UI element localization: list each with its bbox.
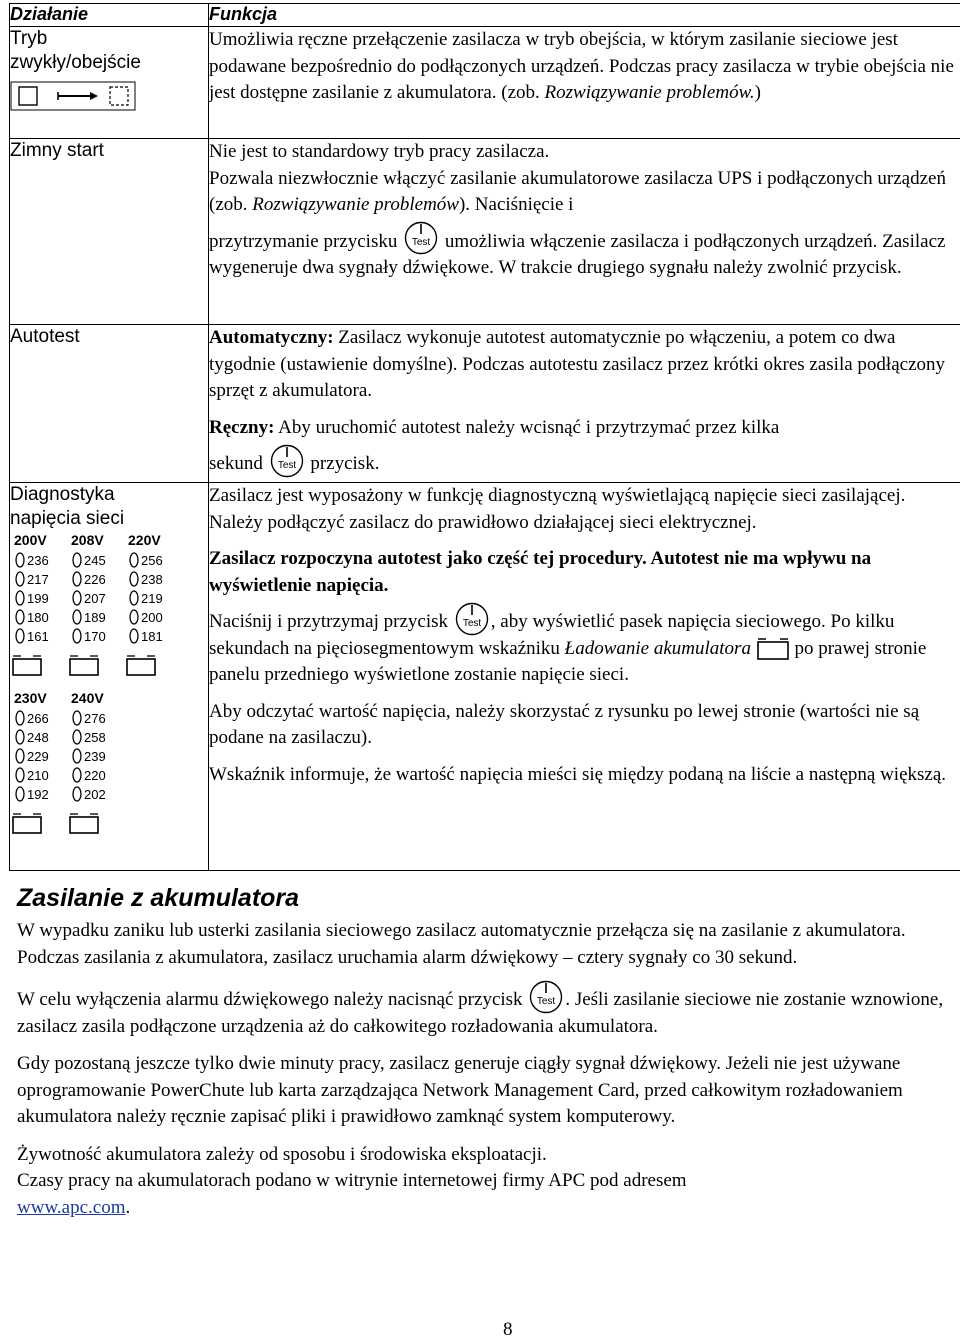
diagnostics-p5: Wskaźnik informuje, że wartość napięcia mieści się między podaną na liście a następną większą. bbox=[209, 763, 947, 785]
row-label-self-test bbox=[10, 325, 209, 483]
test-button-icon bbox=[529, 980, 563, 1014]
row-text-self-test bbox=[209, 325, 960, 483]
diagnostics-p2: Zasilacz rozpoczyna autotest jako część tej procedury. Autotest nie ma wpływu na wyświetlenie napięcia. bbox=[209, 548, 872, 596]
led-indicator bbox=[16, 572, 24, 586]
page-number: 8 bbox=[503, 1319, 513, 1340]
cold-start-p2-end: ). Naciśnięcie i bbox=[458, 194, 574, 215]
diagnostics-p1: Zasilacz jest wyposażony w funkcję diagnostyczną wyświetlającą napięcie sieci zasilającej. Należy podłączyć zasilacz do prawidłowo działającej sieci elektrycznej. bbox=[209, 485, 906, 533]
voltage-value: 217 bbox=[27, 572, 49, 587]
diagnostics-label-line1: Diagnostyka bbox=[10, 484, 115, 505]
voltage-value: 192 bbox=[27, 787, 49, 802]
row-label-diagnostics bbox=[10, 483, 209, 871]
led-indicator bbox=[73, 610, 81, 624]
voltage-value: 226 bbox=[84, 572, 106, 587]
battery-p2: W celu wyłączenia alarmu dźwiękowego należy nacisnąć przycisk bbox=[17, 989, 528, 1010]
voltage-value: 229 bbox=[27, 749, 49, 764]
row-text-cold-start bbox=[209, 139, 960, 325]
led-indicator bbox=[73, 553, 81, 567]
column-header-operation: Działanie bbox=[10, 4, 209, 27]
test-button-icon-text: Test bbox=[411, 237, 431, 249]
self-test-manual-line2: sekund bbox=[209, 453, 268, 474]
voltage-value: 181 bbox=[141, 629, 163, 644]
battery-charge-ref: Ładowanie akumulatora bbox=[564, 637, 751, 659]
bypass-text: Umożliwia ręczne przełączenie zasilacza w tryb obejścia, w którym zasilanie sieciowe jest podawane bezpośrednio do podłączonych urządzeń. Podczas pracy zasilacza w trybie obejścia nie jest dostępne zasilanie z akumulatora. (zob. bbox=[209, 29, 954, 103]
voltage-value: 258 bbox=[84, 730, 106, 745]
bypass-mode-icon bbox=[10, 81, 136, 111]
voltage-value: 202 bbox=[84, 787, 106, 802]
column-header-function: Funkcja bbox=[209, 4, 960, 27]
bypass-label-line2: zwykły/obejście bbox=[10, 52, 141, 73]
voltage-value: 210 bbox=[27, 768, 49, 783]
apc-website-link[interactable]: www.apc.com bbox=[17, 1196, 126, 1218]
test-button-icon bbox=[455, 602, 489, 636]
led-indicator bbox=[16, 610, 24, 624]
voltage-group-header: 230V bbox=[14, 690, 47, 706]
voltage-value: 236 bbox=[27, 553, 49, 568]
led-indicator bbox=[130, 572, 138, 586]
voltage-value: 189 bbox=[84, 610, 106, 625]
operations-table bbox=[9, 3, 960, 871]
battery-p4: Żywotność akumulatora zależy od sposobu i środowiska eksploatacji. bbox=[17, 1143, 547, 1165]
charge-indicator-icon bbox=[70, 817, 98, 833]
bypass-text-end: ) bbox=[754, 82, 761, 103]
diagnostics-p3-end: po prawej stronie panelu przedniego wyświetlone zostanie napięcie sieci. bbox=[209, 637, 927, 686]
voltage-value: 248 bbox=[27, 730, 49, 745]
self-test-auto-label: Automatyczny: bbox=[209, 327, 334, 348]
test-button-icon bbox=[404, 221, 438, 255]
voltage-value: 239 bbox=[84, 749, 106, 764]
led-indicator bbox=[73, 749, 81, 763]
row-text-bypass bbox=[209, 27, 960, 139]
led-indicator bbox=[16, 787, 24, 801]
led-indicator bbox=[73, 730, 81, 744]
test-button-icon-text: Test bbox=[277, 459, 296, 471]
test-button-icon-text: Test bbox=[537, 995, 556, 1007]
self-test-manual-text: Aby uruchomić autotest należy wcisnąć i przytrzymać przez kilka bbox=[274, 416, 780, 438]
voltage-value: 170 bbox=[84, 629, 106, 644]
diagnostics-label-line2: napięcia sieci bbox=[10, 508, 125, 529]
cold-start-p2: Pozwala niezwłocznie włączyć zasilanie akumulatorowe zasilacza UPS i podłączonych urządzeń (zob. bbox=[209, 167, 946, 215]
self-test-manual-line2-end: przycisk. bbox=[305, 453, 380, 474]
voltage-value: 220 bbox=[84, 768, 106, 783]
self-test-auto-text: Zasilacz wykonuje autotest automatycznie po włączeniu, a potem co dwa tygodnie (ustawienie domyślne). Podczas autotestu zasilacz przez krótki okres zasila podłączony sprzęt z akumulatora. bbox=[209, 327, 945, 401]
voltage-value: 266 bbox=[27, 711, 49, 726]
row-text-diagnostics bbox=[209, 483, 960, 871]
led-indicator bbox=[16, 749, 24, 763]
led-indicator bbox=[16, 711, 24, 725]
led-indicator bbox=[16, 553, 24, 567]
voltage-value: 207 bbox=[84, 591, 106, 606]
battery-p5: Czasy pracy na akumulatorach podano w witrynie internetowej firmy APC pod adresem bbox=[17, 1170, 687, 1192]
battery-p5-end: . bbox=[125, 1196, 131, 1218]
battery-p1: W wypadku zaniku lub usterki zasilania sieciowego zasilacz automatycznie przełącza się na zasilanie z akumulatora. Podczas zasilania z akumulatora, zasilacz uruchamia alarm dźwiękowy – cztery sygnały co 30 sekund. bbox=[17, 920, 906, 968]
voltage-value: 245 bbox=[84, 553, 106, 568]
voltage-value: 256 bbox=[141, 553, 163, 568]
voltage-value: 180 bbox=[27, 610, 49, 625]
led-indicator bbox=[73, 629, 81, 643]
diagnostics-p3: Naciśnij i przytrzymaj przycisk bbox=[209, 611, 453, 632]
voltage-value: 276 bbox=[84, 711, 106, 726]
voltage-value: 161 bbox=[27, 629, 49, 644]
test-button-icon bbox=[270, 444, 304, 478]
bypass-label-line1: Tryb bbox=[10, 28, 48, 49]
led-indicator bbox=[73, 768, 81, 782]
voltage-chart bbox=[10, 531, 196, 841]
diagnostics-p3-middle: , aby wyświetlić pasek napięcia sieciowego. Po kilku sekundach na pięciosegmentowym wskaźniku bbox=[209, 611, 895, 659]
charge-indicator-icon bbox=[70, 659, 98, 675]
row-label-cold-start bbox=[10, 139, 209, 325]
voltage-group-header: 240V bbox=[71, 690, 104, 706]
voltage-value: 200 bbox=[141, 610, 163, 625]
led-indicator bbox=[130, 553, 138, 567]
cold-start-label: Zimny start bbox=[10, 140, 104, 161]
self-test-manual-label: Ręczny: bbox=[209, 416, 275, 438]
cold-start-p3-end: umożliwia włączenie zasilacza i podłączonych urządzeń. Zasilacz wygeneruje dwa sygnały dźwiękowe. W trakcie drugiego sygnału należy zwolnić przycisk. bbox=[209, 230, 946, 279]
battery-charge-icon bbox=[756, 637, 790, 661]
led-indicator bbox=[73, 572, 81, 586]
test-button-icon-text: Test bbox=[462, 617, 481, 629]
charge-indicator-icon bbox=[13, 817, 41, 833]
led-indicator bbox=[16, 629, 24, 643]
led-indicator bbox=[73, 711, 81, 725]
led-indicator bbox=[16, 768, 24, 782]
battery-section-title: Zasilanie z akumulatora bbox=[17, 884, 300, 912]
led-indicator bbox=[73, 787, 81, 801]
battery-section-body bbox=[17, 918, 953, 1221]
battery-p3: Gdy pozostaną jeszcze tylko dwie minuty pracy, zasilacz generuje ciągły sygnał dźwiękowy. Jeżeli nie jest używane oprogramowanie PowerChute lub karta zarządzająca Network Management Card, przed całkowitym rozładowaniem akumulatora należy ręcznie zapisać pliki i prawidłowo zamknąć system komputerowy. bbox=[17, 1053, 903, 1128]
row-label-bypass bbox=[10, 27, 209, 139]
diagnostics-p4: Aby odczytać wartość napięcia, należy skorzystać z rysunku po lewej stronie (wartości nie są podane na zasilaczu). bbox=[209, 700, 920, 749]
voltage-group-header: 200V bbox=[14, 532, 47, 548]
voltage-group-header: 220V bbox=[128, 532, 161, 548]
cold-start-p1: Nie jest to standardowy tryb pracy zasilacza. bbox=[209, 141, 550, 162]
led-indicator bbox=[73, 591, 81, 605]
led-indicator bbox=[16, 591, 24, 605]
led-indicator bbox=[16, 730, 24, 744]
cold-start-troubleshooting-ref: Rozwiązywanie problemów bbox=[252, 194, 459, 215]
led-indicator bbox=[130, 610, 138, 624]
led-indicator bbox=[130, 591, 138, 605]
self-test-label: Autotest bbox=[10, 326, 80, 347]
voltage-value: 219 bbox=[141, 591, 163, 606]
charge-indicator-icon bbox=[127, 659, 155, 675]
charge-indicator-icon bbox=[13, 659, 41, 675]
cold-start-p3: przytrzymanie przycisku bbox=[209, 230, 403, 252]
battery-p2-end: . Jeśli zasilanie sieciowe nie zostanie wznowione, zasilacz zasila podłączone urządzenia aż do całkowitego rozładowania akumulatora. bbox=[17, 989, 944, 1037]
bypass-troubleshooting-ref: Rozwiązywanie problemów. bbox=[544, 82, 755, 103]
led-indicator bbox=[130, 629, 138, 643]
voltage-value: 199 bbox=[27, 591, 49, 606]
voltage-value: 238 bbox=[141, 572, 163, 587]
voltage-group-header: 208V bbox=[71, 532, 104, 548]
